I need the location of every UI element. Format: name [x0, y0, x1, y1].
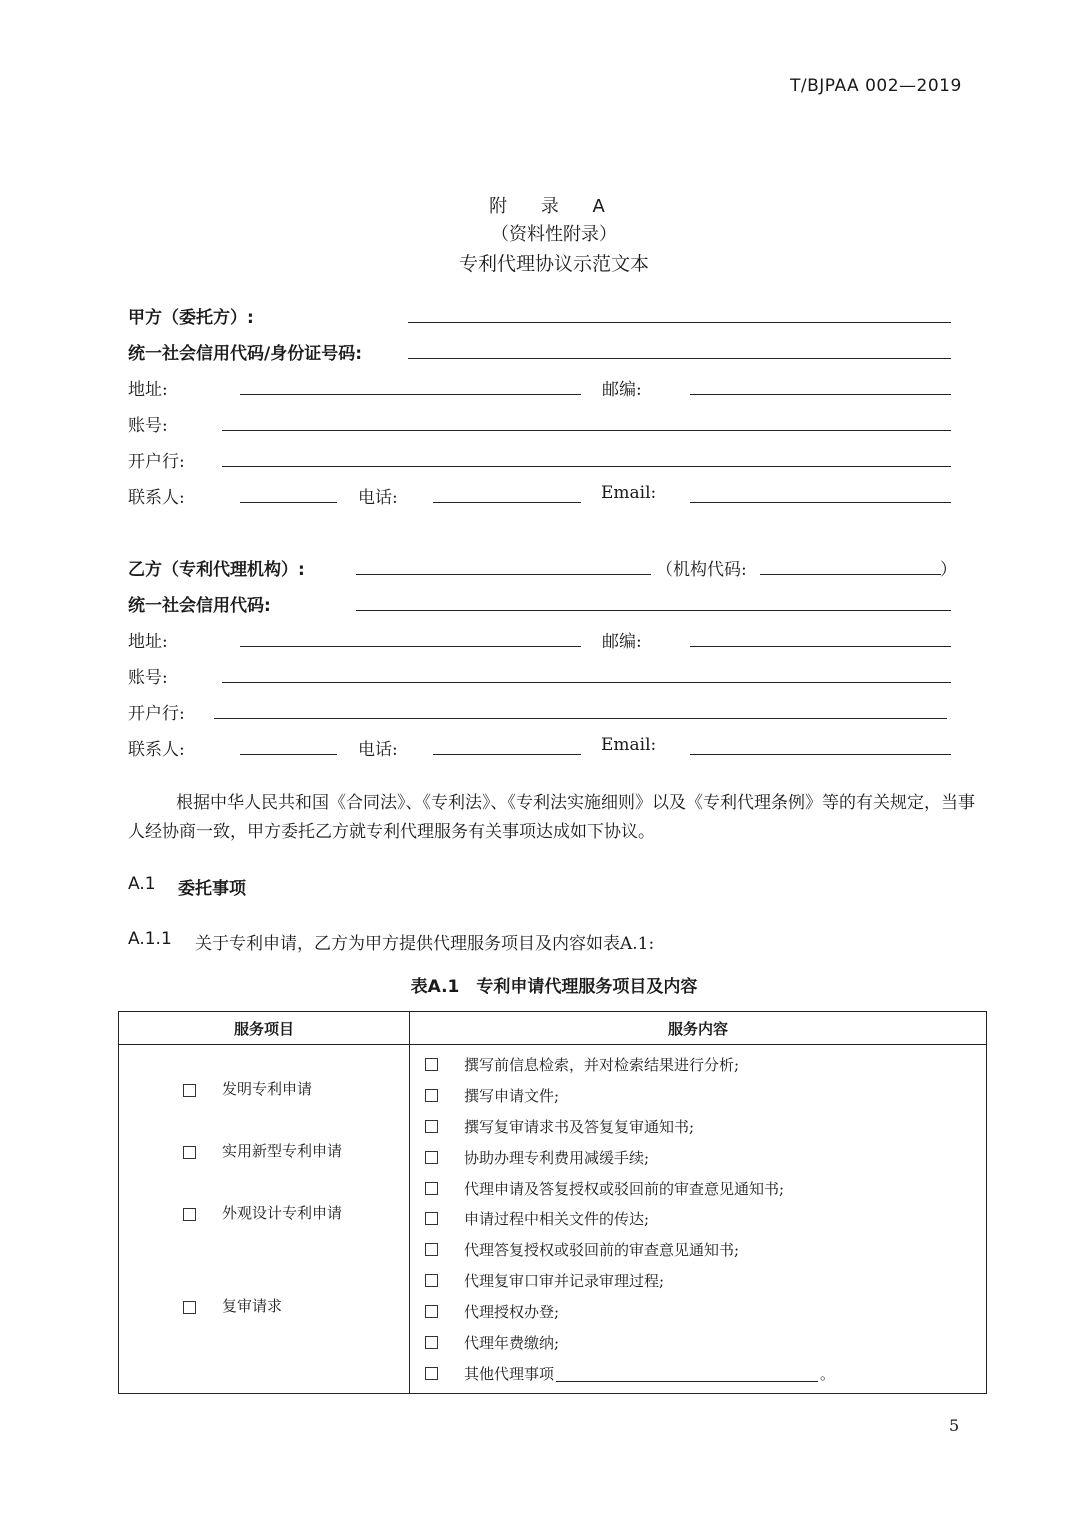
checkbox-icon[interactable] — [183, 1301, 196, 1314]
service-content-item[interactable]: 代理复审口审并记录审理过程; — [410, 1265, 986, 1296]
party-b-credit-label: 统一社会信用代码: — [128, 596, 271, 616]
checkbox-icon[interactable] — [425, 1305, 438, 1318]
party-a-phone-label: 电话: — [358, 488, 398, 508]
party-b-address-field[interactable] — [240, 646, 581, 647]
party-a-email-label: Email: — [601, 483, 657, 503]
service-content-item[interactable]: 申请过程中相关文件的传达; — [410, 1203, 986, 1234]
page-number: 5 — [949, 1416, 960, 1435]
party-a-credit-field[interactable] — [408, 358, 951, 359]
party-b-name-label: 乙方（专利代理机构）: — [128, 560, 305, 580]
party-b-credit-field[interactable] — [356, 610, 951, 611]
checkbox-icon[interactable] — [183, 1084, 196, 1097]
party-a-account-field[interactable] — [222, 430, 951, 431]
checkbox-icon[interactable] — [425, 1120, 438, 1133]
party-a-bank-label: 开户行: — [128, 452, 185, 472]
party-a-credit-label: 统一社会信用代码/身份证号码: — [128, 344, 363, 364]
party-b-org-code-field[interactable] — [760, 574, 941, 575]
checkbox-icon[interactable] — [425, 1243, 438, 1256]
party-b-org-code-label: （机构代码: — [656, 560, 747, 580]
party-a-name-field[interactable] — [408, 322, 951, 323]
table-body-row — [119, 1045, 987, 1394]
party-b-org-code-close: ） — [940, 560, 957, 580]
service-item-invention[interactable]: 发明专利申请 — [183, 1078, 312, 1099]
party-b-bank-field[interactable] — [214, 718, 947, 719]
checkbox-icon[interactable] — [425, 1058, 438, 1071]
checkbox-icon[interactable] — [425, 1336, 438, 1349]
service-content-item[interactable]: 代理答复授权或驳回前的审查意见通知书; — [410, 1234, 986, 1265]
section-a11-number: A.1.1 — [128, 929, 172, 949]
intro-paragraph: 根据中华人民共和国《合同法》、《专利法》、《专利法实施细则》以及《专利代理条例》等的有关规定，当事人经协商一致，甲方委托乙方就专利代理服务有关事项达成如下协议。 — [128, 793, 975, 842]
party-a-name-label: 甲方（委托方）: — [128, 308, 254, 328]
checkbox-icon[interactable] — [183, 1146, 196, 1159]
appendix-heading: 附 录 A — [489, 196, 619, 217]
party-b-account-field[interactable] — [222, 682, 951, 683]
service-item-reexamination[interactable]: 复审请求 — [183, 1295, 282, 1316]
party-b-account-label: 账号: — [128, 668, 168, 688]
service-content-item[interactable]: 代理年费缴纳; — [410, 1327, 986, 1358]
party-b-contact-label: 联系人: — [128, 740, 185, 760]
party-a-postcode-field[interactable] — [690, 394, 951, 395]
service-contents-cell — [410, 1045, 987, 1394]
appendix-type: （资料性附录） — [491, 224, 617, 245]
checkbox-icon[interactable] — [425, 1367, 438, 1380]
party-a-email-field[interactable] — [690, 502, 951, 503]
table-header-row — [119, 1012, 987, 1045]
header-service-item: 服务项目 — [119, 1012, 410, 1045]
section-a1-number: A.1 — [128, 874, 156, 894]
party-b-email-field[interactable] — [690, 754, 951, 755]
header-service-content: 服务内容 — [410, 1012, 987, 1045]
service-content-item[interactable]: 代理授权办登; — [410, 1296, 986, 1327]
party-a-address-field[interactable] — [240, 394, 581, 395]
party-b-name-field[interactable] — [356, 574, 651, 575]
checkbox-icon[interactable] — [183, 1208, 196, 1221]
checkbox-icon[interactable] — [425, 1182, 438, 1195]
service-table — [118, 1011, 987, 1394]
party-a-contact-field[interactable] — [240, 502, 337, 503]
checkbox-icon[interactable] — [425, 1151, 438, 1164]
document-title: 专利代理协议示范文本 — [458, 253, 649, 275]
section-a1-title: 委托事项 — [178, 879, 246, 899]
party-a-address-label: 地址: — [128, 380, 168, 400]
checkbox-icon[interactable] — [425, 1089, 438, 1102]
service-content-item[interactable]: 协助办理专利费用减缓手续; — [410, 1142, 986, 1173]
party-a-account-label: 账号: — [128, 416, 168, 436]
party-b-address-label: 地址: — [128, 632, 168, 652]
party-b-postcode-field[interactable] — [690, 646, 951, 647]
checkbox-icon[interactable] — [425, 1274, 438, 1287]
document-id: T/BJPAA 002—2019 — [790, 76, 962, 96]
party-b-email-label: Email: — [601, 735, 657, 755]
service-content-item[interactable]: 代理申请及答复授权或驳回前的审查意见通知书; — [410, 1173, 986, 1204]
service-item-design[interactable]: 外观设计专利申请 — [183, 1202, 342, 1223]
party-b-phone-field[interactable] — [433, 754, 581, 755]
party-a-postcode-label: 邮编: — [602, 380, 642, 400]
section-a11-text: 关于专利申请，乙方为甲方提供代理服务项目及内容如表A.1: — [195, 934, 655, 954]
party-a-phone-field[interactable] — [433, 502, 581, 503]
party-b-postcode-label: 邮编: — [602, 632, 642, 652]
party-b-contact-field[interactable] — [240, 754, 337, 755]
service-item-utility-model[interactable]: 实用新型专利申请 — [183, 1140, 342, 1161]
service-content-item[interactable]: 撰写申请文件; — [410, 1080, 986, 1111]
table-caption: 表A.1 专利申请代理服务项目及内容 — [410, 977, 698, 997]
service-items-cell — [119, 1045, 410, 1394]
party-b-phone-label: 电话: — [358, 740, 398, 760]
party-b-bank-label: 开户行: — [128, 704, 185, 724]
checkbox-icon[interactable] — [425, 1212, 438, 1225]
party-a-bank-field[interactable] — [222, 466, 951, 467]
service-content-item[interactable]: 撰写复审请求书及答复复审通知书; — [410, 1111, 986, 1142]
service-content-item[interactable]: 撰写前信息检索，并对检索结果进行分析; — [410, 1049, 986, 1080]
party-a-contact-label: 联系人: — [128, 488, 185, 508]
service-content-other[interactable]: 其他代理事项 。 — [410, 1358, 986, 1389]
other-items-field[interactable] — [556, 1365, 818, 1382]
